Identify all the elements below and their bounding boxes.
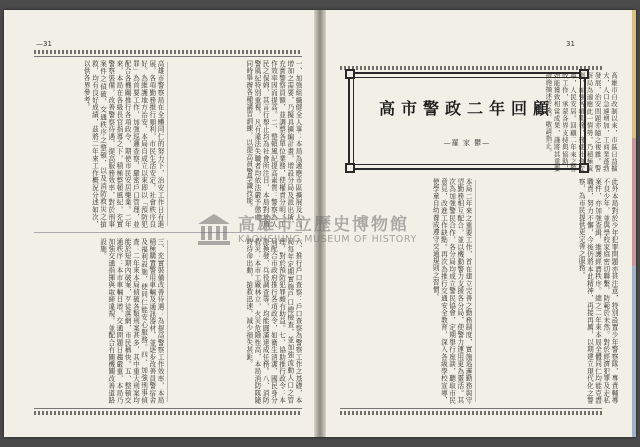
frame-corner bbox=[345, 69, 355, 79]
page-edge-strip bbox=[632, 10, 636, 437]
article-title: 高市警政二年回顧 bbox=[378, 99, 555, 118]
left-lower-column-1: 三、充實裝備改善待遇：為提高警察工作效率，本局積極購置警用車輛及通訊器材，並逐步改善員警宿舍及福利設施，使同仁能安心服務。四、加強刑事偵查：二年來本局偵破各類刑案甚多，其中重大刑案均能於短期內破案，歹徒落網，市民稱快。五、整頓交通秩序：本市車輛日增，交通問題日趨嚴重，本局乃加強交通指揮與取締違規，並配合有關機關改善道路設施。 bbox=[98, 238, 164, 404]
right-page-number: 31 bbox=[566, 40, 575, 48]
top-rule bbox=[34, 56, 302, 57]
top-border-band bbox=[340, 66, 602, 70]
watermark-name-cn: 高雄市立歷史博物館 bbox=[238, 215, 409, 235]
left-page-number: —31 bbox=[36, 40, 52, 48]
bottom-rule bbox=[340, 408, 602, 409]
bottom-rule bbox=[34, 408, 302, 409]
top-border-band bbox=[34, 50, 302, 54]
magazine-spread bbox=[4, 10, 636, 437]
column-divider bbox=[167, 240, 168, 402]
bottom-border-band bbox=[34, 411, 302, 415]
column-divider bbox=[475, 180, 476, 402]
column-divider bbox=[167, 62, 168, 226]
right-upper-column-1: 高雄市自改制以來，市區日益擴大，人口急遽增加，工商業蓬勃發展，治安問題亦隨之複雜。警察局為適應此一情勢，乃積極策劃，加強各項勤務，務使社會安寧，人民安居。回顧二年來之警政工作，承蒙各界支持與協助，始能獲致相當成果，謹將其重要措施摘述於後，敬請指正。 bbox=[544, 72, 618, 172]
right-lower-column-1: 本局二年來之重要工作，首在建立完善之勤務制度，實施巡邏勤務與守望勤務相互配合，並以機動警力支援各分局，使警力運用更為靈活。其次為加強警民合作，各分局均成立警民協會，定期舉行座談，聽取市民意見，改進工作缺點。再次為推行交通安全教育，深入各級學校宣導，使學童自幼養成遵守交通規則之習慣。 bbox=[431, 178, 472, 404]
left-upper-column-2: 一、加強組織健全人事：本局為適應市區擴展及人口增加之需要，乃擬具擴編計畫，增設分局及派出所，充實警察員額，並調整各單位業務，使權責分明，工作效率因而提高。二、整頓風紀提高素質：警察為人民之保姆，其言行舉止均為社會所注目，本局對於員警風紀特別重視，凡有違法失職者均依法嚴予懲處，同時舉辦各種講習訓練，以提高員警學識技能。 bbox=[244, 60, 302, 228]
bottom-border-band bbox=[340, 411, 602, 415]
museum-watermark bbox=[196, 210, 464, 254]
author-line: —羅 家 鬱— bbox=[443, 139, 491, 147]
watermark-name-en: KAOHSIUNG MUSEUM OF HISTORY bbox=[238, 234, 417, 245]
right-lower-column-2: 此外本局對於少年犯罪問題亦甚注意，特別設置少年警察隊，專責輔導不良少年，並與學校家庭密切聯繫，防範於未然。對於經濟犯罪及走私案件，亦加強查緝，維護經濟秩序。總之二年來本局全體同仁均能克盡職責，努力不懈，今後仍將本此精神，再接再厲，以期建立現代化之警察，為市民提供更完善之服務。 bbox=[577, 178, 618, 404]
frame-corner bbox=[345, 163, 355, 173]
left-lower-column-2: 六、推行戶口查察：戶口查察為警察工作之基礎，本局每年定期實施戶口總檢查，並加強流動人口之管理，對於預防犯罪頗有助益。七、協助推行政令：本局配合市政府推行各項政令，如衛生清潔、國民身分證換發、兵役調查等，均能圓滿達成任務。八、消防救災：本市工廠林立，火災危險性高，本局消防隊隨時待命出動，搶救迅速，減少損失甚鉅。 bbox=[244, 238, 302, 404]
left-upper-column-1: 高雄市警察局在全體同仁的努力下，治安工作日有進展，各項勤務推行順利，市民生活安定，社會秩序良好。為維護地方治安，本局自成立以來即以「預防犯罪」為首要工作，加強巡邏查察，嚴密戶口管理，並配合各機關推行各項政令，期使市民安居樂業。二年來，本局在各級長官指導之下，積極整頓風紀，充實警察裝備，改善警察待遇，提高服務效率，對於刑事案件之偵破，交通秩序之整頓，以及消防救災之搶救，均有良好成績，茲將二年來工作概況分述如次，以供各界參考。 bbox=[82, 60, 164, 228]
museum-logo-icon bbox=[196, 212, 232, 248]
